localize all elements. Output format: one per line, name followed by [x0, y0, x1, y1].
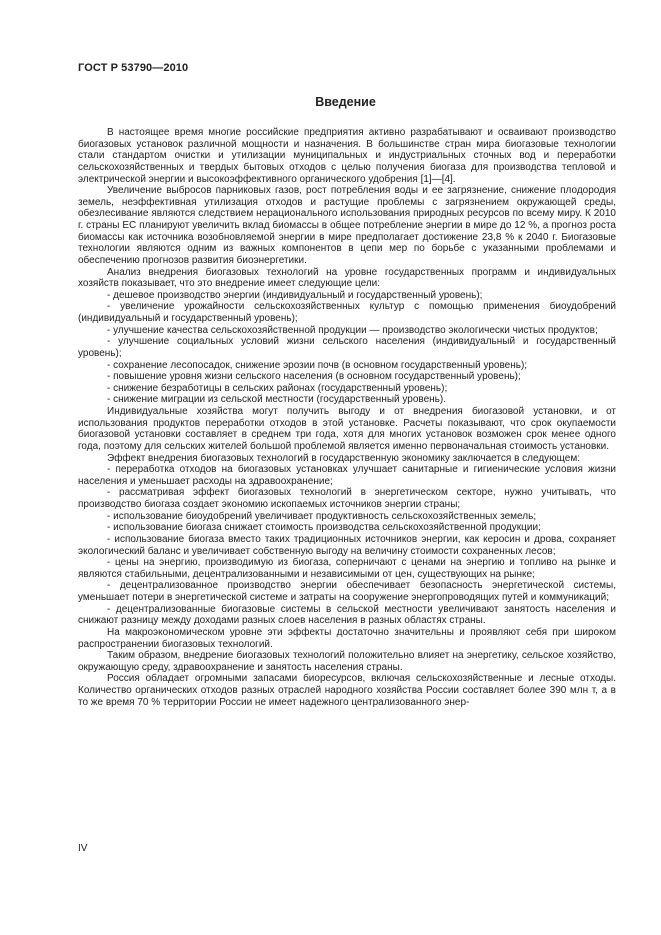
list-item: - использование биогаза снижает стоимость производства сельскохозяйственной продукции; [107, 522, 541, 534]
paragraph: На макроэкономическом уровне эти эффекты достаточно значительны и проявляют себя при широком распространении биогазовых технологий. [78, 626, 616, 650]
page-number: IV [78, 843, 88, 854]
list-item: - децентрализованное производство энергии обеспечивает безопасность энергетической системы, уменьшает потери в энергетической системе и затраты на сооружение энергопроводящих путей и коммуникаций; [78, 580, 616, 603]
paragraph: Анализ внедрения биогазовых технологий на уровне государственных программ и индивидуальных хозяйств показывает, что это внедрение имеет следующие цели: [78, 266, 616, 290]
paragraph: В настоящее время многие российские предприятия активно разрабатывают и осваивают производство биогазовых установок различной мощности и назначения. В большинстве стран мира биогазовые технологии стали стандартом очистки и утилизации муниципальных и индустриальных сточных вод и переработки сельскохозяйственных и твердых бытовых отходов с целью получения биогаза для производства тепловой и электрической энергии и высокоэффективного органического удобрения [1]—[4]. [78, 127, 616, 185]
list-item: - повышение уровня жизни сельского населения (в основном государственный уровень); [107, 371, 521, 383]
list-item: - рассматривая эффект биогазовых технологий в энергетическом секторе, нужно учитывать, что производство биогаза создает экономию ископаемых источников энергии страны; [78, 487, 616, 510]
list-item: - сохранение лесопосадок, снижение эрозии почв (в основном государственный уровень); [107, 359, 528, 371]
document-header: ГОСТ Р 53790—2010 [78, 62, 189, 74]
list-item: - дешевое производство энергии (индивидуальный и государственный уровень); [107, 289, 483, 301]
list-item: - снижение миграции из сельской местности (государственный уровень). [107, 394, 447, 406]
paragraph: Увеличение выбросов парниковых газов, рост потребления воды и ее загрязнение, снижение плодородия земель, неэффективная утилизация отходов и растущие проблемы с загрязнением окружающей среды, обезлесивание являются следствием нерационального использования природных ресурсов по всему миру. К 2010 г. страны ЕС планируют увеличить вклад биомассы в общее потребление энергии в мире до 12 %, а прогноз роста биомассы как источника возобновляемой энергии в мире предполагает достижение 23,8 % к 2040 г. Биогазовые технологии являются одним из важных компонентов в цепи мер по борьбе с указанными проблемами и обеспечению прогнозов развития биоэнергетики. [78, 185, 616, 266]
list-item: - цены на энергию, производимую из биогаза, соперничают с ценами на энергию и топливо на рынке и являются стабильными, децентрализованными и независимыми от цен, существующих на рынке; [78, 557, 616, 580]
paragraph: Индивидуальные хозяйства могут получить выгоду и от внедрения биогазовой установки, и от использования продуктов переработки отходов в этой установке. Расчеты показывают, что срок окупаемости биогазовой установки составляет в среднем три года, хотя для многих установок возможен срок менее одного года, поэтому для сельских жителей большой проблемой является именно первоначальная стоимость установки. [78, 406, 616, 452]
list-item: - улучшение качества сельскохозяйственной продукции — производство экологически чистых продуктов; [107, 324, 598, 336]
paragraph: Таким образом, внедрение биогазовых технологий положительно влияет на энергетику, сельское хозяйство, окружающую среду, здравоохранение и занятость населения страны. [78, 650, 616, 673]
paragraph: Эффект внедрения биогазовых технологий в государственную экономику заключается в следующем: [107, 452, 581, 464]
section-title: Введение [315, 95, 376, 109]
paragraph: Россия обладает огромными запасами биоресурсов, включая сельскохозяйственные и лесные отходы. Количество органических отходов разных отраслей народного хозяйства России составляет более 390 млн т, а в то же время 70 % территории России не имеет надежного централизованного энер- [78, 673, 616, 708]
list-item: - использование биогаза вместо таких традиционных источников энергии, как керосин и дрова, сохраняет экологический баланс и увеличивает собственную выгоду на величину стоимости сохраненных лесов; [78, 533, 616, 557]
list-item: - использование биоудобрений увеличивает продуктивность сельскохозяйственных земель; [107, 510, 537, 522]
list-item: - увеличение урожайности сельскохозяйственных культур с помощью применения биоудобрений (индивидуальный и государственный уровень); [78, 301, 616, 324]
document-body [78, 127, 616, 708]
list-item: - переработка отходов на биогазовых установках улучшает санитарные и гигиенические условия жизни населения и уменьшает расходы на здравоохранение; [78, 464, 616, 487]
list-item: - децентрализованные биогазовые системы в сельской местности увеличивают занятость населения и снижают разницу между доходами разных слоев населения в разных областях страны. [78, 603, 616, 627]
list-item: - улучшение социальных условий жизни сельского населения (индивидуальный и государственный уровень); [78, 336, 616, 359]
list-item: - снижение безработицы в сельских районах (государственный уровень); [107, 382, 448, 394]
